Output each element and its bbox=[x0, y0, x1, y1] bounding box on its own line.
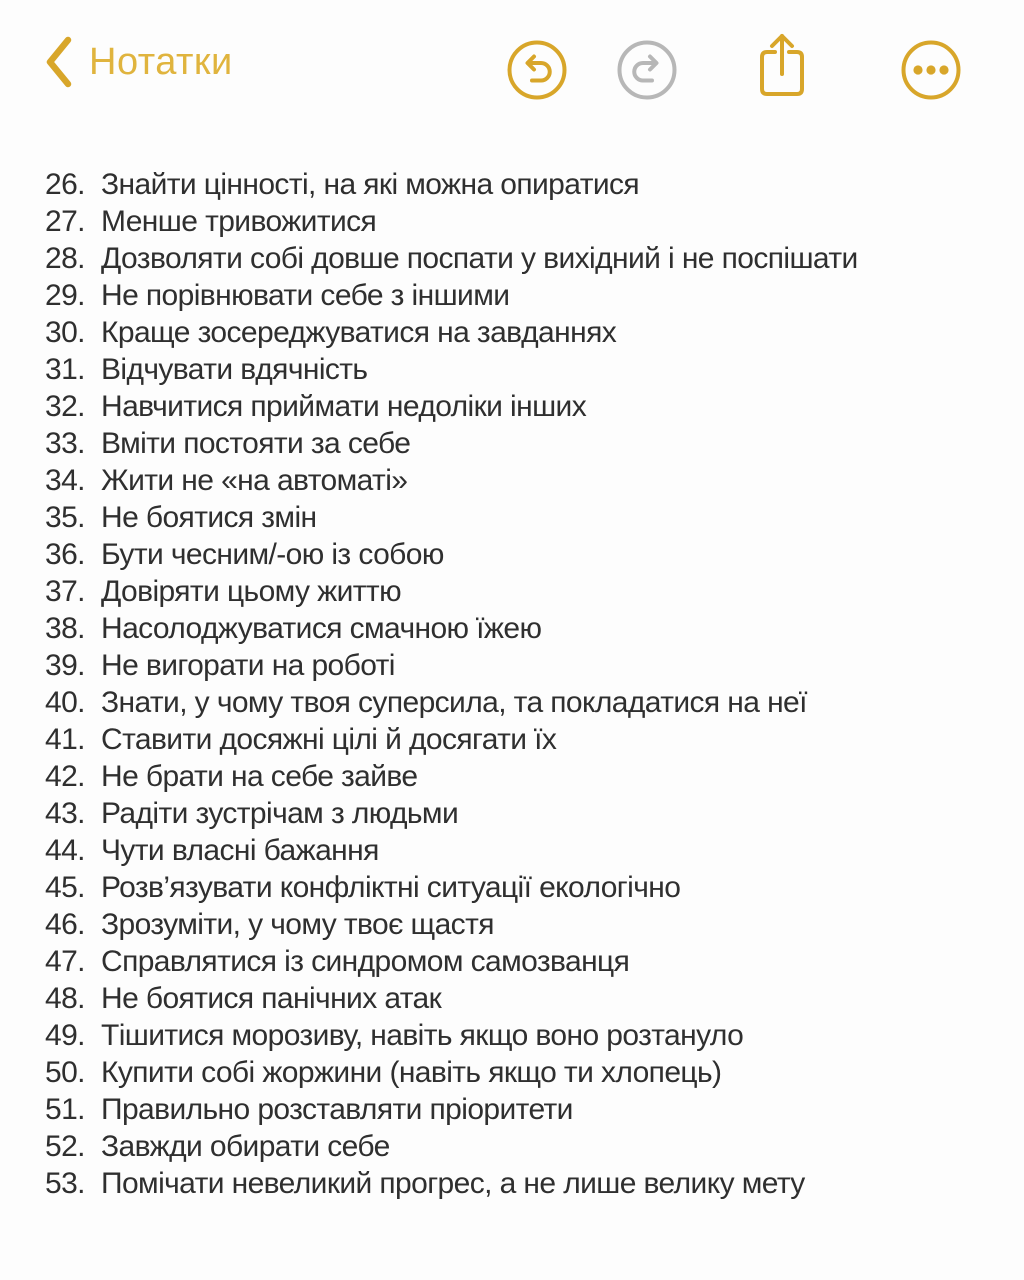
list-item-number: 30. bbox=[45, 316, 85, 349]
note-list bbox=[45, 166, 1004, 1202]
list-item-number: 26. bbox=[45, 168, 85, 201]
list-item-text: Відчувати вдячність bbox=[101, 353, 368, 386]
list-item-number: 33. bbox=[45, 427, 85, 460]
list-item-number: 53. bbox=[45, 1167, 85, 1200]
list-item-number: 27. bbox=[45, 205, 85, 238]
list-item[interactable] bbox=[45, 980, 1004, 1017]
list-item[interactable] bbox=[45, 610, 1004, 647]
list-item-text: Радіти зустрічам з людьми bbox=[101, 797, 459, 830]
list-item-text: Не порівнювати себе з іншими bbox=[101, 279, 510, 312]
list-item[interactable] bbox=[45, 536, 1004, 573]
list-item-text: Знайти цінності, на які можна опиратися bbox=[101, 168, 640, 201]
list-item-number: 44. bbox=[45, 834, 85, 867]
toolbar bbox=[0, 0, 1024, 135]
list-item-number: 43. bbox=[45, 797, 85, 830]
list-item[interactable] bbox=[45, 203, 1004, 240]
list-item-text: Купити собі жоржини (навіть якщо ти хлопець) bbox=[101, 1056, 722, 1089]
list-item-number: 39. bbox=[45, 649, 85, 682]
list-item[interactable] bbox=[45, 1091, 1004, 1128]
list-item[interactable] bbox=[45, 1128, 1004, 1165]
list-item[interactable] bbox=[45, 1054, 1004, 1091]
list-item-text: Не боятися панічних атак bbox=[101, 982, 442, 1015]
list-item-number: 32. bbox=[45, 390, 85, 423]
list-item-number: 34. bbox=[45, 464, 85, 497]
list-item-number: 35. bbox=[45, 501, 85, 534]
list-item[interactable] bbox=[45, 869, 1004, 906]
list-item-number: 36. bbox=[45, 538, 85, 571]
list-item[interactable] bbox=[45, 832, 1004, 869]
list-item-number: 47. bbox=[45, 945, 85, 978]
chevron-left-icon bbox=[43, 36, 73, 88]
list-item-text: Вміти постояти за себе bbox=[101, 427, 411, 460]
list-item[interactable] bbox=[45, 1017, 1004, 1054]
note-content[interactable] bbox=[45, 166, 1004, 1202]
list-item[interactable] bbox=[45, 240, 1004, 277]
list-item-text: Насолоджуватися смачною їжею bbox=[101, 612, 542, 645]
list-item[interactable] bbox=[45, 425, 1004, 462]
list-item-text: Зрозуміти, у чому твоє щастя bbox=[101, 908, 494, 941]
list-item-number: 46. bbox=[45, 908, 85, 941]
list-item-text: Завжди обирати себе bbox=[101, 1130, 390, 1163]
list-item-number: 45. bbox=[45, 871, 85, 904]
list-item-text: Жити не «на автоматі» bbox=[101, 464, 408, 497]
list-item[interactable] bbox=[45, 277, 1004, 314]
list-item-text: Менше тривожитися bbox=[101, 205, 377, 238]
list-item[interactable] bbox=[45, 351, 1004, 388]
list-item-text: Довіряти цьому життю bbox=[101, 575, 401, 608]
list-item[interactable] bbox=[45, 647, 1004, 684]
list-item[interactable] bbox=[45, 943, 1004, 980]
list-item[interactable] bbox=[45, 721, 1004, 758]
list-item-number: 37. bbox=[45, 575, 85, 608]
list-item[interactable] bbox=[45, 795, 1004, 832]
ellipsis-icon bbox=[901, 40, 961, 100]
list-item[interactable] bbox=[45, 684, 1004, 721]
list-item[interactable] bbox=[45, 1165, 1004, 1202]
undo-icon bbox=[507, 40, 567, 100]
redo-button[interactable] bbox=[617, 40, 677, 100]
more-button[interactable] bbox=[901, 40, 961, 100]
list-item-number: 52. bbox=[45, 1130, 85, 1163]
list-item-text: Чути власні бажання bbox=[101, 834, 379, 867]
list-item-number: 51. bbox=[45, 1093, 85, 1126]
list-item[interactable] bbox=[45, 462, 1004, 499]
list-item-text: Бути чесним/-ою із собою bbox=[101, 538, 444, 571]
list-item-text: Розв’язувати конфліктні ситуації екологічно bbox=[101, 871, 681, 904]
list-item[interactable] bbox=[45, 758, 1004, 795]
redo-icon bbox=[617, 40, 677, 100]
list-item-number: 49. bbox=[45, 1019, 85, 1052]
list-item-number: 28. bbox=[45, 242, 85, 275]
list-item-text: Краще зосереджуватися на завданнях bbox=[101, 316, 617, 349]
list-item[interactable] bbox=[45, 906, 1004, 943]
undo-button[interactable] bbox=[507, 40, 567, 100]
list-item-number: 50. bbox=[45, 1056, 85, 1089]
list-item[interactable] bbox=[45, 388, 1004, 425]
list-item-number: 48. bbox=[45, 982, 85, 1015]
list-item-text: Правильно розставляти пріоритети bbox=[101, 1093, 573, 1126]
list-item-text: Помічати невеликий прогрес, а не лише велику мету bbox=[101, 1167, 805, 1200]
list-item-text: Дозволяти собі довше поспати у вихідний і не поспішати bbox=[101, 242, 858, 275]
list-item-number: 42. bbox=[45, 760, 85, 793]
list-item-text: Тішитися морозиву, навіть якщо воно розтануло bbox=[101, 1019, 744, 1052]
list-item-text: Не боятися змін bbox=[101, 501, 317, 534]
list-item-text: Справлятися із синдромом самозванця bbox=[101, 945, 630, 978]
list-item[interactable] bbox=[45, 166, 1004, 203]
list-item-number: 40. bbox=[45, 686, 85, 719]
list-item-text: Не брати на себе зайве bbox=[101, 760, 418, 793]
list-item-text: Знати, у чому твоя суперсила, та покладатися на неї bbox=[101, 686, 807, 719]
list-item-number: 29. bbox=[45, 279, 85, 312]
list-item-number: 41. bbox=[45, 723, 85, 756]
share-icon bbox=[755, 31, 809, 97]
list-item-number: 38. bbox=[45, 612, 85, 645]
back-button[interactable] bbox=[43, 36, 233, 88]
list-item[interactable] bbox=[45, 573, 1004, 610]
list-item[interactable] bbox=[45, 314, 1004, 351]
list-item-number: 31. bbox=[45, 353, 85, 386]
list-item[interactable] bbox=[45, 499, 1004, 536]
back-label: Нотатки bbox=[89, 41, 233, 83]
list-item-text: Не вигорати на роботі bbox=[101, 649, 395, 682]
share-button[interactable] bbox=[755, 31, 809, 97]
list-item-text: Ставити досяжні цілі й досягати їх bbox=[101, 723, 557, 756]
list-item-text: Навчитися приймати недоліки інших bbox=[101, 390, 587, 423]
